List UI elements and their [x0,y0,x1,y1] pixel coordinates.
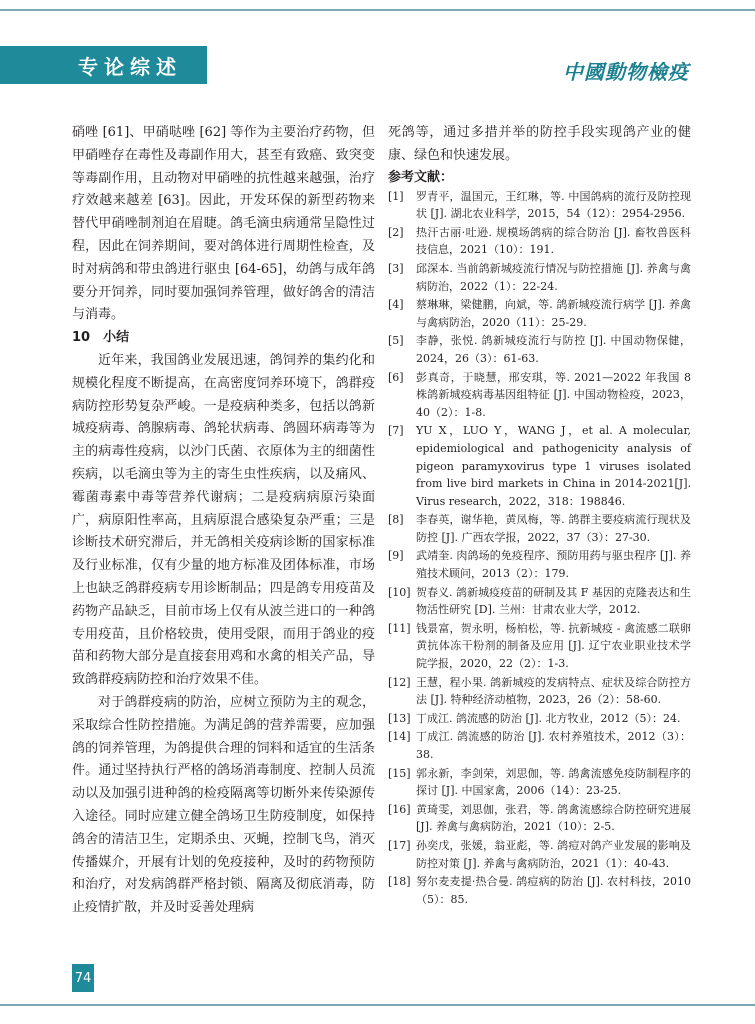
reference-text: YU X，LUO Y，WANG J，et al. A molecular, epidemiological and pathogenicity analysis of pigeon paramyxovirus type 1 viruses isolated from live bird markets in China in 2014-2021[J]. Virus research，2022，318：198846. [416,424,691,508]
reference-number: [4] [388,298,404,312]
reference-text: 努尔麦麦提·热合曼. 鸽痘病的防治 [J]. 农村科技，2010（5）：85. [416,875,691,906]
reference-item [388,296,691,331]
left-column [72,122,375,920]
section-tab: 专论综述 [0,46,207,84]
reference-number: [11] [388,621,411,635]
reference-text: 彭真奇，于晓慧，邢安琪，等. 2021—2022 年我国 8 株鸽新城疫病毒基因组特征 [J]. 中国动物检疫，2023，40（2）：1-8. [416,370,691,419]
reference-text: 热汗古丽·吐逊. 规模场鸽病的综合防治 [J]. 畜牧兽医科技信息，2021（10）：191. [416,225,691,257]
reference-item [388,547,691,582]
references-title: 参考文献： [388,169,454,185]
reference-text: 王慧，程小果. 鸽新城疫的发病特点、症状及综合防控方法 [J]. 特种经济动植物，2023，26（2）：58-60. [416,675,691,707]
top-rule [0,9,755,11]
reference-number: [15] [388,766,411,780]
reference-item [388,369,691,422]
reference-item [388,224,691,259]
bottom-rule [0,1004,755,1006]
reference-list [388,188,691,909]
reference-text: 孙奕戊，张媛，翁亚彪，等. 鸽痘对鸽产业发展的影响及防控对策 [J]. 养禽与禽病防治，2021（1）：40-43. [416,838,691,870]
page-number: 74 [72,964,94,992]
reference-number: [17] [388,838,411,852]
reference-number: [18] [388,875,411,889]
reference-item [388,801,691,836]
reference-text: 罗青平，温国元，王红琳，等. 中国鸽病的流行及防控现状 [J]. 湖北农业科学，2015，54（12）：2954-2956. [416,189,691,221]
section-heading-summary: 10 小结 [72,330,130,346]
reference-number: [2] [388,225,404,239]
paragraph-summary-2: 对于鸽群疫病的防治，应树立预防为主的观念，采取综合性防控措施。为满足鸽的营养需要，应加强鸽的饲养管理，为鸽提供合理的饲料和适宜的生活条件。通过坚持执行严格的鸽场消毒制度、控制人员流动以及加强引进种鸽的检疫隔离等切断外来传染源传入途径。同时应建立健全鸽场卫生防疫制度，如保持鸽舍的清洁卫生，定期杀虫、灭蝇，控制飞鸟，消灭传播媒介，开展有计划的免疫接种，及时的药物预防和治疗，对发病鸽群严格封锁、隔离及彻底消毒，防止疫情扩散，并及时妥善处理病 [72,694,375,916]
reference-number: [9] [388,549,404,563]
right-column [388,122,691,909]
reference-number: [12] [388,675,411,689]
reference-item [388,584,691,619]
reference-text: 邱深本. 当前鸽新城疫流行情况与防控措施 [J]. 养禽与禽病防治，2022（1）：22-24. [416,261,691,293]
reference-number: [13] [388,711,411,725]
reference-item [388,511,691,546]
reference-number: [8] [388,513,404,527]
reference-text: 李春英，谢华艳，黄凤梅，等. 鸽群主要疫病流行现状及防控 [J]. 广西农学报，2022，37（3）：27-30. [416,513,691,544]
reference-item [388,422,691,510]
journal-logo: 中國動物檢疫 [563,60,689,84]
reference-text: 李静，张悦. 鸽新城疫流行与防控 [J]. 中国动物保健，2024，26（3）：61-63. [416,334,691,365]
reference-item [388,260,691,295]
reference-text: 贺春义. 鸽新城疫疫苗的研制及其 F 基因的克隆表达和生物活性研究 [D]. 兰州：甘肃农业大学，2012. [416,585,691,617]
reference-number: [16] [388,802,411,816]
reference-number: [5] [388,334,404,348]
reference-item [388,332,691,367]
reference-item [388,620,691,673]
reference-item [388,188,691,223]
reference-text: 黄琦雯，刘思伽，张君，等. 鸽禽流感综合防控研究进展 [J]. 养禽与禽病防治，2021（10）：2-5. [416,802,691,834]
reference-number: [14] [388,730,411,744]
reference-text: 钱景富，贺永明，杨柏松，等. 抗新城疫 - 禽流感二联卵黄抗体冻干粉剂的制备及应用 [J]. 辽宁农业职业技术学院学报，2020，22（2）：1-3. [416,621,691,671]
paragraph-continued-right: 死鸽等，通过多措并举的防控手段实现鸽产业的健康、绿色和快速发展。 [388,125,691,163]
reference-item [388,728,691,763]
paragraph-summary-1: 近年来，我国鸽业发展迅速，鸽饲养的集约化和规模化程度不断提高，在高密度饲养环境下，鸽群疫病防控形势复杂严峻。一是疫病种类多，包括以鸽新城疫病毒、鸽腺病毒、鸽轮状病毒、鸽圆环病毒等为主的病毒性疫病，以沙门氏菌、衣原体为主的细菌性疾病，以毛滴虫等为主的寄生虫性疾病，以及痛风、霉菌毒素中毒等营养代谢病；二是疫病病原污染面广，病原阳性率高，且病原混合感染复杂严重；三是诊断技术研究滞后，并无鸽相关疫病诊断的国家标准及行业标准，仅有少量的地方标准及团体标准，市场上也缺乏鸽群疫病专用诊断制品；四是鸽专用疫苗及药物产品缺乏，目前市场上仅有从波兰进口的一种鸽专用疫苗，且价格较贵，使用受限，而用于鸽业的疫苗和药物大部分是直接套用鸡和水禽的相关产品，导致鸽群疫病防控和治疗效果不佳。 [72,352,375,688]
reference-item [388,873,691,908]
reference-number: [6] [388,370,404,384]
reference-text: 蔡琳琳，梁健鹏，向斌，等. 鸽新城疫流行病学 [J]. 养禽与禽病防治，2020（11）：25-29. [416,298,691,329]
reference-item [388,837,691,872]
reference-item [388,674,691,709]
reference-text: 丁成江. 鸽流感的防治 [J]. 农村养殖技术，2012（3）：38. [416,730,691,761]
reference-number: [3] [388,261,404,275]
reference-number: [7] [388,424,404,438]
reference-number: [10] [388,585,411,599]
reference-item [388,765,691,800]
reference-number: [1] [388,189,404,203]
reference-text: 武靖奎. 肉鸽场的免疫程序、预防用药与驱虫程序 [J]. 养殖技术顾问，2013（2）：179. [416,549,691,581]
paragraph-continued: 硝唑 [61]、甲硝哒唑 [62] 等作为主要治疗药物，但甲硝唑存在毒性及毒副作用大，甚至有致癌、致突变等毒副作用，且动物对甲硝唑的抗性越来越强，治疗疗效越来越差 [63]。因此，开发环保的新型药物来替代甲硝唑制剂迫在眉睫。鸽毛滴虫病通常呈隐性过程，因此在饲养期间，要对鸽体进行周期性检查，及时对病鸽和带虫鸽进行驱虫 [64-65]，幼鸽与成年鸽要分开饲养，同时要加强饲养管理，做好鸽舍的清洁与消毒。 [72,125,375,323]
reference-text: 丁成江. 鸽流感的防治 [J]. 北方牧业，2012（5）：24. [416,711,681,725]
reference-item [388,710,691,728]
reference-text: 郭永新，李剑荣，刘思伽，等. 鸽禽流感免疫防制程序的探讨 [J]. 中国家禽，2006（14）：23-25. [416,766,691,798]
